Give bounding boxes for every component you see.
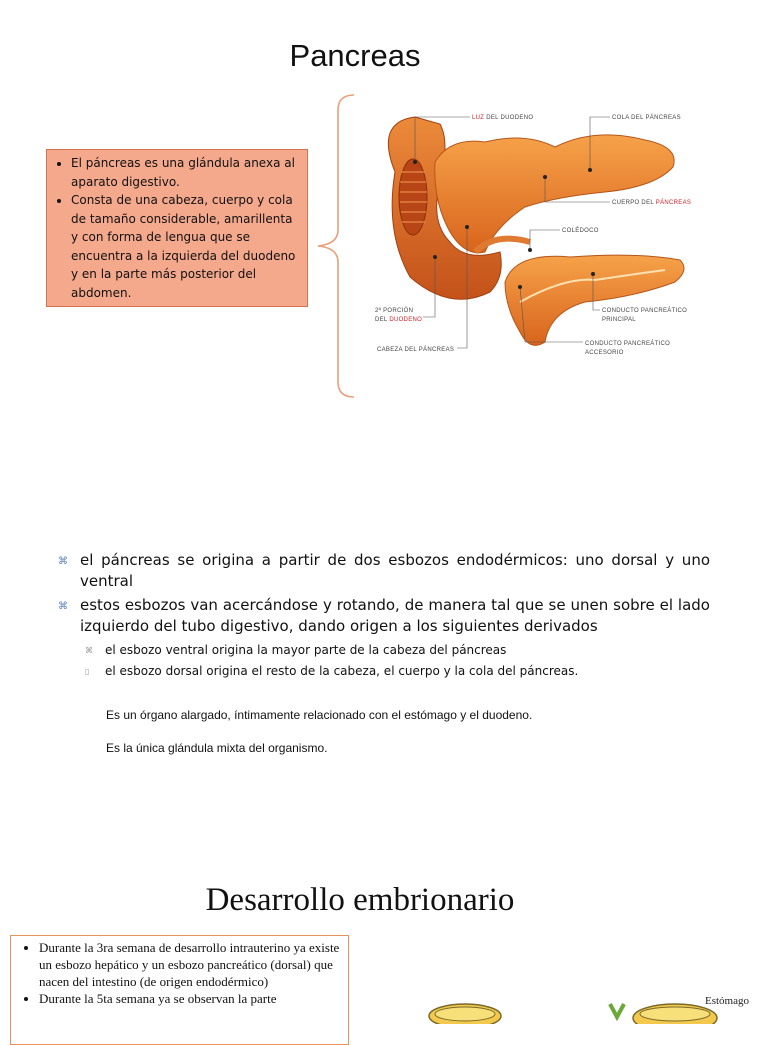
- label-cuerpo-red: PÁNCREAS: [655, 200, 692, 206]
- label-cabeza: CABEZA DEL PÁNCREAS: [377, 347, 455, 353]
- dev-item-1: • Durante la 3ra semana de desarrollo intrauterino ya existe un esbozo hepático y un esbozo pancreático (dorsal) que nacen del intestino (de origen endodérmico): [39, 939, 342, 990]
- svg-text:CUERPO DEL PÁNCREAS: [612, 199, 691, 206]
- sub-bullet-marker-icon: ⌘: [85, 646, 93, 655]
- label-luz-rest: DEL DUODENO: [484, 115, 534, 121]
- development-box: [10, 935, 349, 1045]
- info-item-2: • Consta de una cabeza, cuerpo y cola de tamaño considerable, amarillenta y con forma de lengua que se encuentra a la izquierda del duodeno y en la parte más posterior del abdomen.: [71, 191, 299, 302]
- label-accesorio-1: CONDUCTO PANCREÁTICO: [585, 341, 671, 347]
- pancreas-shape: [435, 135, 674, 253]
- sub-bullet-2-text: el esbozo dorsal origina el resto de la cabeza, el cuerpo y la cola del páncreas.: [105, 664, 579, 678]
- label-accesorio-2: ACCESORIO: [585, 350, 624, 356]
- note-gland: Es la única glándula mixta del organismo.: [106, 741, 328, 755]
- svg-text:DEL DUODENO: [375, 317, 422, 323]
- bullet-1-text: el páncreas se origina a partir de dos esbozos endodérmicos: uno dorsal y uno ventral: [80, 551, 710, 590]
- estomago-label: Estómago: [705, 995, 749, 1007]
- bullet-marker-icon: ⌘: [58, 601, 68, 612]
- dev-item-2: • Durante la 5ta semana ya se observan la parte: [39, 990, 342, 1007]
- label-luz-red: LUZ: [472, 115, 485, 121]
- svg-text:LUZ DEL DUODENO: [472, 115, 533, 121]
- section-title: Desarrollo embrionario: [205, 882, 515, 918]
- bullet-2: [58, 595, 710, 637]
- label-porcion-1: 2ª PORCIÓN: [375, 308, 414, 314]
- slide-title: Pancreas: [289, 38, 421, 73]
- origin-bullets: [58, 550, 710, 682]
- bullet-2-text: estos esbozos van acercándose y rotando, de manera tal que se unen sobre el lado izquierdo del tubo digestivo, dando origen a los siguientes derivados: [80, 596, 710, 635]
- sub-bullet-marker-icon: ▯: [85, 667, 90, 676]
- pancreas-anatomy-illustration: [355, 102, 700, 372]
- sub-bullet-1-text: el esbozo ventral origina la mayor parte de la cabeza del páncreas: [105, 643, 507, 657]
- curly-brace: [312, 92, 358, 402]
- embryo-illustration: [420, 992, 760, 1024]
- bullet-marker-icon: ⌘: [58, 556, 68, 567]
- label-porcion-prefix: DEL: [375, 317, 390, 323]
- label-coledoco: COLÉDOCO: [562, 228, 599, 234]
- info-item-1: • El páncreas es una glándula anexa al aparato digestivo.: [71, 154, 299, 191]
- sub-bullet-1: [58, 640, 710, 661]
- pancreas-info-box: [46, 149, 308, 307]
- label-cola: COLA DEL PÁNCREAS: [612, 115, 681, 121]
- label-porcion-red: DUODENO: [389, 317, 423, 323]
- bullet-1: [58, 550, 710, 592]
- sub-bullet-2: [58, 661, 710, 682]
- label-principal-2: PRINCIPAL: [602, 317, 636, 323]
- note-organ: Es un órgano alargado, íntimamente relacionado con el estómago y el duodeno.: [106, 708, 533, 722]
- label-cuerpo-prefix: CUERPO DEL: [612, 200, 656, 206]
- label-principal-1: CONDUCTO PANCREÁTICO: [602, 308, 688, 314]
